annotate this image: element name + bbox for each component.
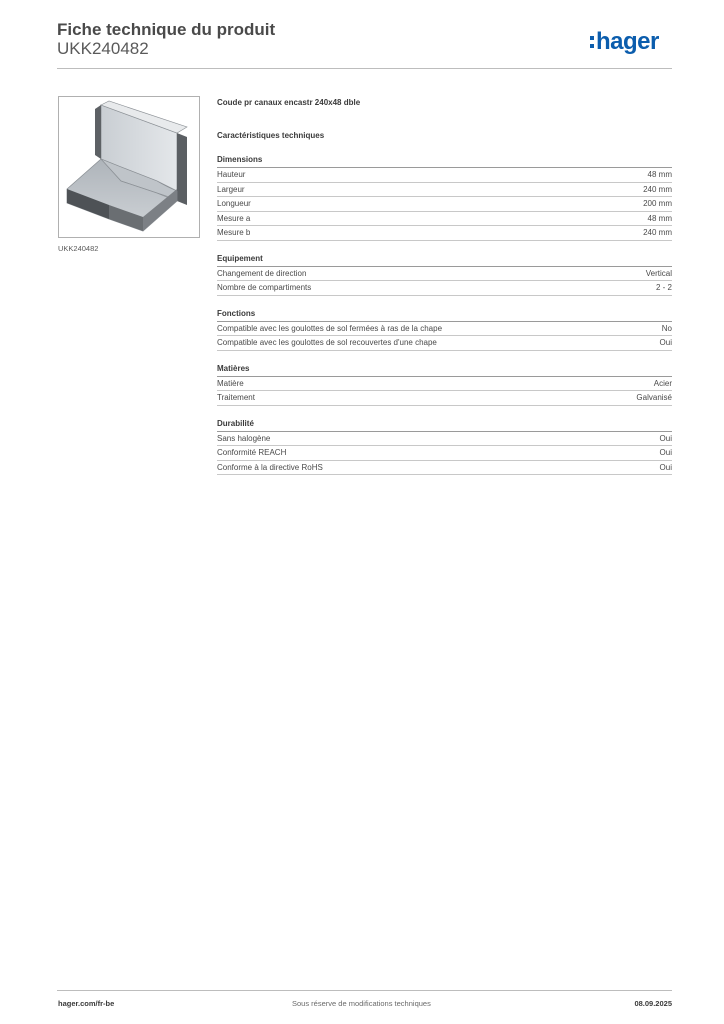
spec-value: Vertical <box>645 268 672 278</box>
header-divider <box>57 68 672 69</box>
spec-row <box>217 197 672 212</box>
spec-value: No <box>661 323 672 333</box>
spec-label: Sans halogène <box>217 433 271 443</box>
section-title: Durabilité <box>217 418 672 432</box>
product-illustration <box>59 97 199 237</box>
spec-row <box>217 322 672 337</box>
spec-value: Galvanisé <box>636 393 672 402</box>
spec-value: 48 mm <box>647 213 672 223</box>
footer-date: 08.09.2025 <box>634 999 672 1008</box>
image-caption: UKK240482 <box>58 244 99 253</box>
product-description: Coude pr canaux encastr 240x48 dble <box>217 98 361 107</box>
specifications-panel <box>217 96 672 475</box>
spec-value: 240 mm <box>643 228 672 237</box>
spec-value: 2 - 2 <box>655 283 672 292</box>
spec-label: Compatible avec les goulottes de sol recouvertes d'une chape <box>217 338 437 347</box>
spec-row <box>217 391 672 406</box>
section-title: Dimensions <box>217 154 672 168</box>
spec-value: 48 mm <box>647 170 672 179</box>
spec-section <box>217 253 672 296</box>
spec-label: Changement de direction <box>217 268 307 278</box>
spec-section <box>217 308 672 351</box>
spec-label: Compatible avec les goulottes de sol fermées à ras de la chape <box>217 323 443 333</box>
spec-row <box>217 446 672 461</box>
spec-label: Largeur <box>217 184 245 194</box>
spec-value: 200 mm <box>643 199 672 208</box>
spec-row <box>217 168 672 183</box>
spec-label: Conforme à la directive RoHS <box>217 462 323 472</box>
spec-section <box>217 154 672 241</box>
section-title: Matières <box>217 363 672 377</box>
spec-value: Oui <box>659 433 672 443</box>
footer-website-link[interactable]: hager.com/fr-be <box>58 999 115 1008</box>
spec-value: Acier <box>653 378 672 388</box>
spec-row <box>217 281 672 296</box>
spec-label: Hauteur <box>217 170 246 179</box>
page-title: Fiche technique du produit <box>57 20 276 39</box>
logo-text: hager <box>596 28 659 55</box>
spec-row <box>217 377 672 392</box>
product-image <box>58 96 200 238</box>
hager-logo <box>590 28 659 56</box>
footer-notice: Sous réserve de modifications techniques <box>292 999 431 1008</box>
spec-row <box>217 461 672 476</box>
spec-row <box>217 212 672 227</box>
spec-row <box>217 267 672 282</box>
section-title: Fonctions <box>217 308 672 322</box>
section-title: Equipement <box>217 253 672 267</box>
spec-sections <box>217 154 672 475</box>
technical-characteristics-heading: Caractéristiques techniques <box>217 131 325 140</box>
spec-row <box>217 336 672 351</box>
spec-label: Matière <box>217 378 244 388</box>
spec-label: Mesure b <box>217 228 251 237</box>
spec-value: 240 mm <box>643 184 672 194</box>
spec-label: Conformité REACH <box>217 448 287 457</box>
spec-label: Traitement <box>217 393 255 402</box>
spec-row <box>217 432 672 447</box>
spec-label: Mesure a <box>217 213 251 223</box>
spec-label: Nombre de compartiments <box>217 283 312 292</box>
spec-row <box>217 226 672 241</box>
footer-divider <box>57 990 672 991</box>
spec-section <box>217 418 672 476</box>
spec-value: Oui <box>659 462 672 472</box>
spec-row <box>217 183 672 198</box>
spec-section <box>217 363 672 406</box>
spec-label: Longueur <box>217 199 251 208</box>
logo-colon-mark <box>590 36 594 48</box>
spec-value: Oui <box>659 338 672 347</box>
product-reference: UKK240482 <box>57 39 149 58</box>
spec-value: Oui <box>659 448 672 457</box>
